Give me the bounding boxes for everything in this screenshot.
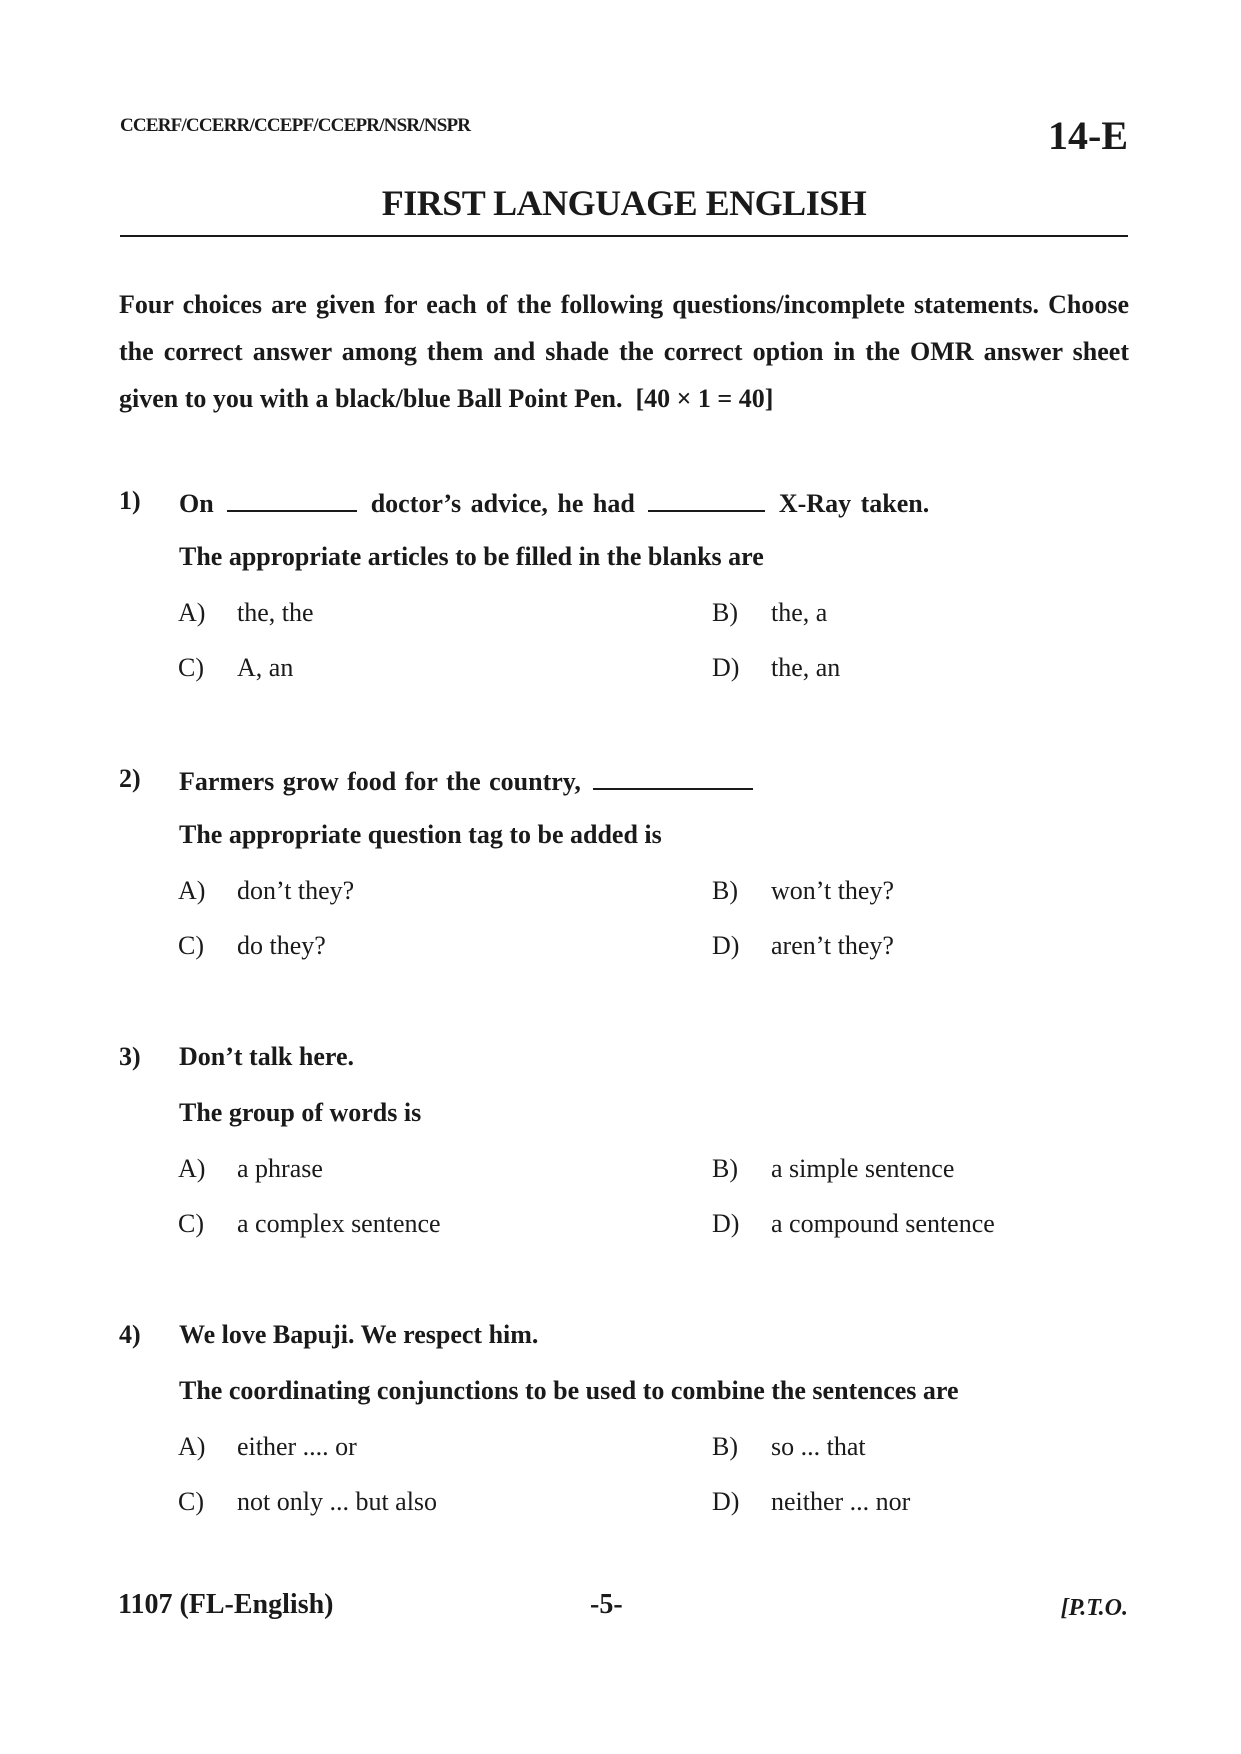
option-letter: B) — [712, 1154, 738, 1183]
option-text: a complex sentence — [237, 1209, 441, 1238]
instructions-text: Four choices are given for each of the following questions/incomplete statements. Choose the correct answer among them and shade the correct option in the OMR answer sheet given to you with a black/blue Ball Point Pen. — [119, 290, 1129, 413]
option-letter: B) — [712, 598, 738, 627]
please-turn-over: [P.T.O. — [1060, 1595, 1128, 1621]
stem-text: X-Ray taken. — [778, 489, 930, 518]
option-text: don’t they? — [237, 876, 355, 905]
question-prompt: The coordinating conjunctions to be used to combine the sentences are — [179, 1376, 959, 1405]
question-stem: We love Bapuji. We respect him. — [179, 1320, 539, 1349]
option-letter: D) — [712, 1209, 740, 1238]
option-letter: D) — [712, 1487, 740, 1516]
exam-series-code: CCERF/CCERR/CCEPF/CCEPR/NSR/NSPR — [120, 115, 471, 136]
option-text: neither ... nor — [771, 1487, 911, 1516]
option-text: a compound sentence — [771, 1209, 995, 1238]
option-letter: B) — [712, 1432, 738, 1461]
question-stem: Don’t talk here. — [179, 1042, 355, 1071]
answer-blank — [227, 486, 357, 512]
option-letter: A) — [178, 876, 206, 905]
option-text: do they? — [237, 931, 326, 960]
option-text: a phrase — [237, 1154, 323, 1183]
question-stem — [179, 764, 757, 797]
option-text: either .... or — [237, 1432, 357, 1461]
answer-blank — [648, 486, 765, 512]
option-text: aren’t they? — [771, 931, 894, 960]
footer-paper-id: 1107 (FL-English) — [118, 1589, 334, 1620]
answer-blank — [593, 764, 753, 790]
option-text: A, an — [237, 653, 294, 682]
question-prompt: The appropriate articles to be filled in the blanks are — [179, 542, 764, 571]
option-letter: C) — [178, 1487, 204, 1516]
question-number: 1) — [119, 486, 141, 515]
option-letter: C) — [178, 1209, 204, 1238]
title-divider — [120, 235, 1128, 237]
instructions — [119, 281, 1129, 422]
option-letter: A) — [178, 1432, 206, 1461]
option-letter: D) — [712, 931, 740, 960]
option-letter: A) — [178, 598, 206, 627]
question-prompt: The appropriate question tag to be added is — [179, 820, 662, 849]
paper-code: 14-E — [1048, 113, 1128, 158]
option-text: a simple sentence — [771, 1154, 955, 1183]
option-letter: B) — [712, 876, 738, 905]
page-number: -5- — [590, 1589, 623, 1620]
option-letter: C) — [178, 653, 204, 682]
page-title: FIRST LANGUAGE ENGLISH — [381, 183, 867, 223]
stem-text: doctor’s advice, he had — [370, 489, 635, 518]
option-text: the, a — [771, 598, 828, 627]
question-prompt: The group of words is — [179, 1098, 422, 1127]
option-text: the, an — [771, 653, 841, 682]
option-text: won’t they? — [771, 876, 894, 905]
option-letter: D) — [712, 653, 740, 682]
question-stem — [179, 486, 929, 519]
option-text: the, the — [237, 598, 314, 627]
option-text: not only ... but also — [237, 1487, 438, 1516]
option-letter: C) — [178, 931, 204, 960]
option-text: so ... that — [771, 1432, 866, 1461]
question-number: 2) — [119, 764, 141, 793]
stem-text: On — [179, 489, 214, 518]
question-number: 3) — [119, 1042, 141, 1071]
question-number: 4) — [119, 1320, 141, 1349]
option-letter: A) — [178, 1154, 206, 1183]
marks-allocation: [40 × 1 = 40] — [635, 384, 774, 413]
stem-text: Farmers grow food for the country, — [179, 767, 581, 796]
